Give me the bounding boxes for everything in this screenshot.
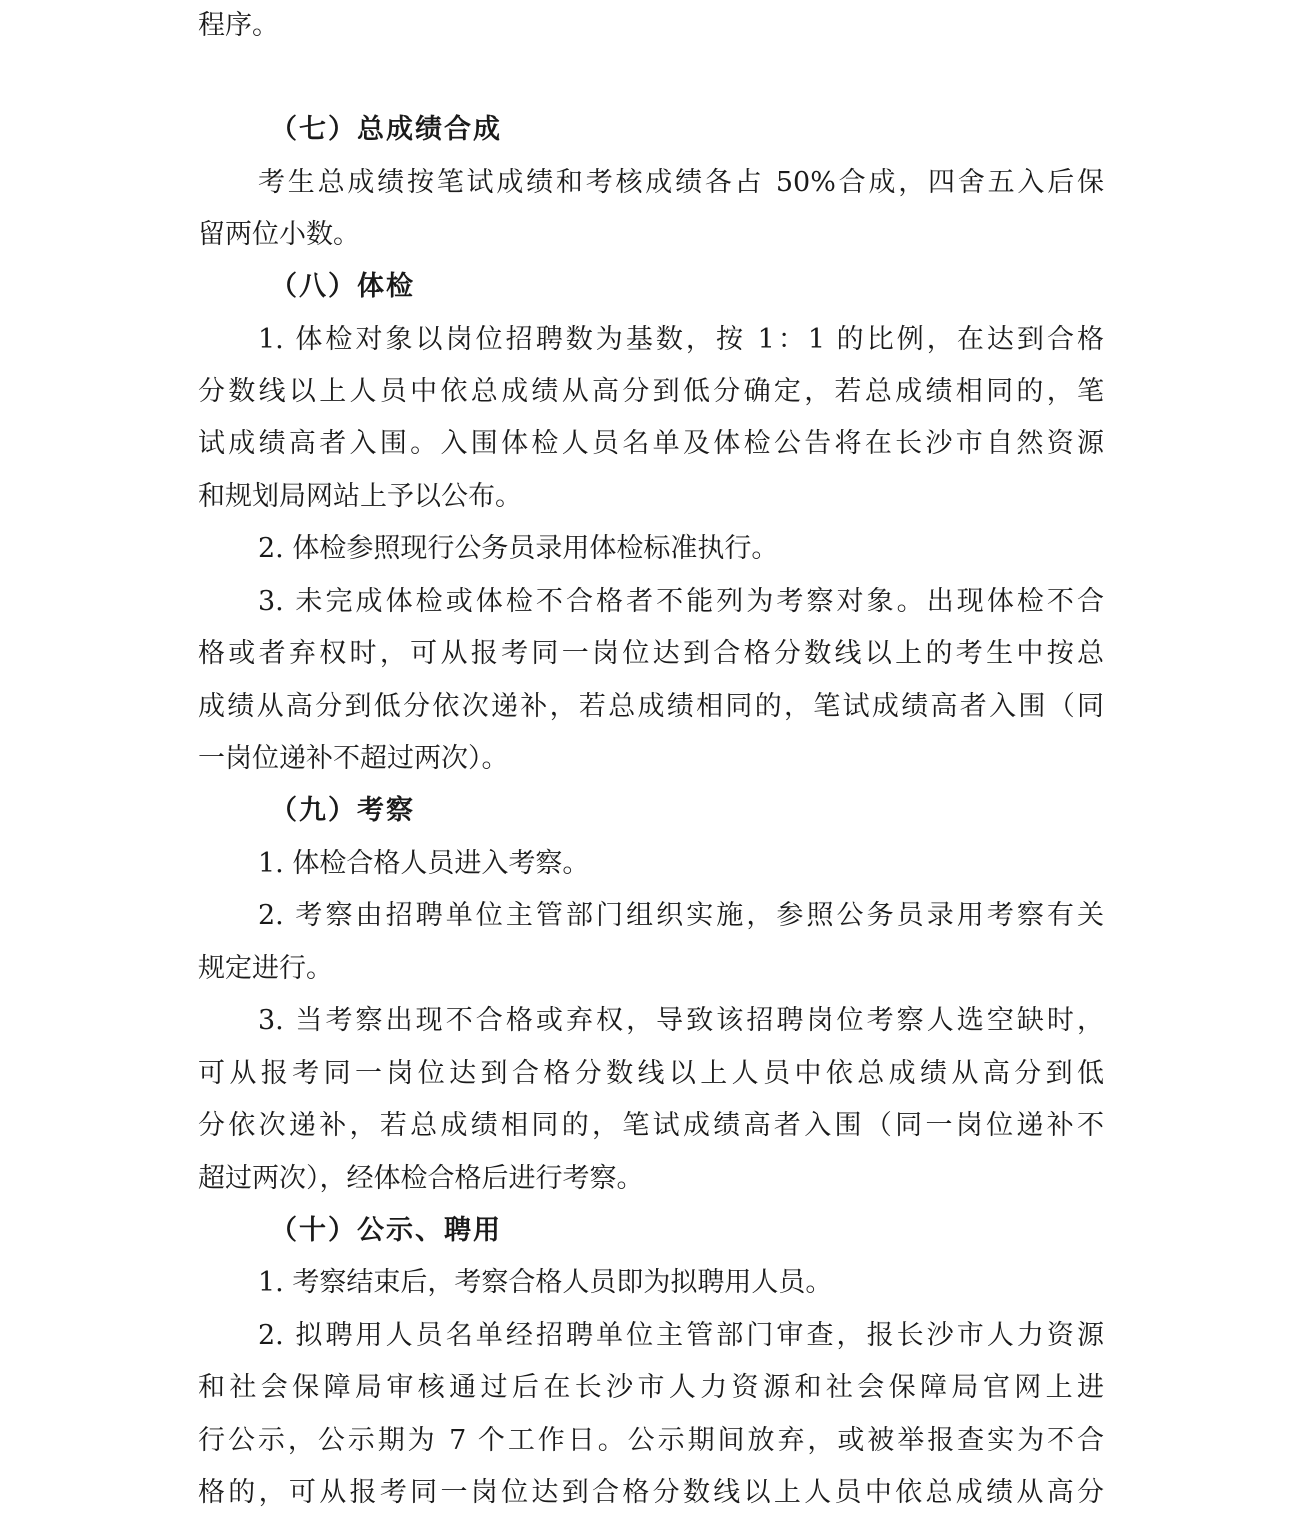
- paragraph-line: 留两位小数。: [198, 219, 360, 250]
- paragraph-line: 1. 考察结束后，考察合格人员即为拟聘用人员。: [258, 1267, 833, 1298]
- paragraph-line: 1. 体检对象以岗位招聘数为基数，按 1：1 的比例，在达到合格: [258, 324, 1104, 355]
- paragraph-line: 一岗位递补不超过两次）。: [198, 743, 509, 774]
- paragraph-line: 格的，可从报考同一岗位达到合格分数线以上人员中依总成绩从高分: [198, 1477, 1104, 1508]
- section-heading-10: （十）公示、聘用: [270, 1215, 502, 1246]
- section-heading-8: （八）体检: [270, 271, 415, 302]
- paragraph-line: 3. 当考察出现不合格或弃权，导致该招聘岗位考察人选空缺时，: [258, 1005, 1104, 1036]
- paragraph-line: 和社会保障局审核通过后在长沙市人力资源和社会保障局官网上进: [198, 1372, 1104, 1403]
- paragraph-line: 2. 考察由招聘单位主管部门组织实施，参照公务员录用考察有关: [258, 900, 1104, 931]
- section-heading-7: （七）总成绩合成: [270, 114, 502, 145]
- paragraph-line: 成绩从高分到低分依次递补，若总成绩相同的，笔试成绩高者入围（同: [198, 691, 1104, 722]
- paragraph-line: 考生总成绩按笔试成绩和考核成绩各占 50%合成，四舍五入后保: [258, 167, 1104, 198]
- section-heading-9: （九）考察: [270, 795, 415, 826]
- paragraph-line: 3. 未完成体检或体检不合格者不能列为考察对象。出现体检不合: [258, 586, 1104, 617]
- paragraph-line: 和规划局网站上予以公布。: [198, 481, 522, 512]
- paragraph-line: 格或者弃权时，可从报考同一岗位达到合格分数线以上的考生中按总: [198, 638, 1104, 669]
- paragraph-line: 2. 拟聘用人员名单经招聘单位主管部门审查，报长沙市人力资源: [258, 1320, 1104, 1351]
- paragraph-line: 规定进行。: [198, 953, 333, 984]
- paragraph-line: 试成绩高者入围。入围体检人员名单及体检公告将在长沙市自然资源: [198, 428, 1104, 459]
- paragraph-line: 1. 体检合格人员进入考察。: [258, 848, 590, 879]
- paragraph-continuation: 程序。: [198, 10, 279, 41]
- paragraph-line: 分数线以上人员中依总成绩从高分到低分确定，若总成绩相同的，笔: [198, 376, 1104, 407]
- paragraph-line: 行公示，公示期为 7 个工作日。公示期间放弃，或被举报查实为不合: [198, 1425, 1104, 1456]
- paragraph-line: 分依次递补，若总成绩相同的，笔试成绩高者入围（同一岗位递补不: [198, 1110, 1104, 1141]
- paragraph-line: 可从报考同一岗位达到合格分数线以上人员中依总成绩从高分到低: [198, 1058, 1104, 1089]
- paragraph-line: 2. 体检参照现行公务员录用体检标准执行。: [258, 533, 779, 564]
- paragraph-line: 超过两次），经体检合格后进行考察。: [198, 1163, 644, 1194]
